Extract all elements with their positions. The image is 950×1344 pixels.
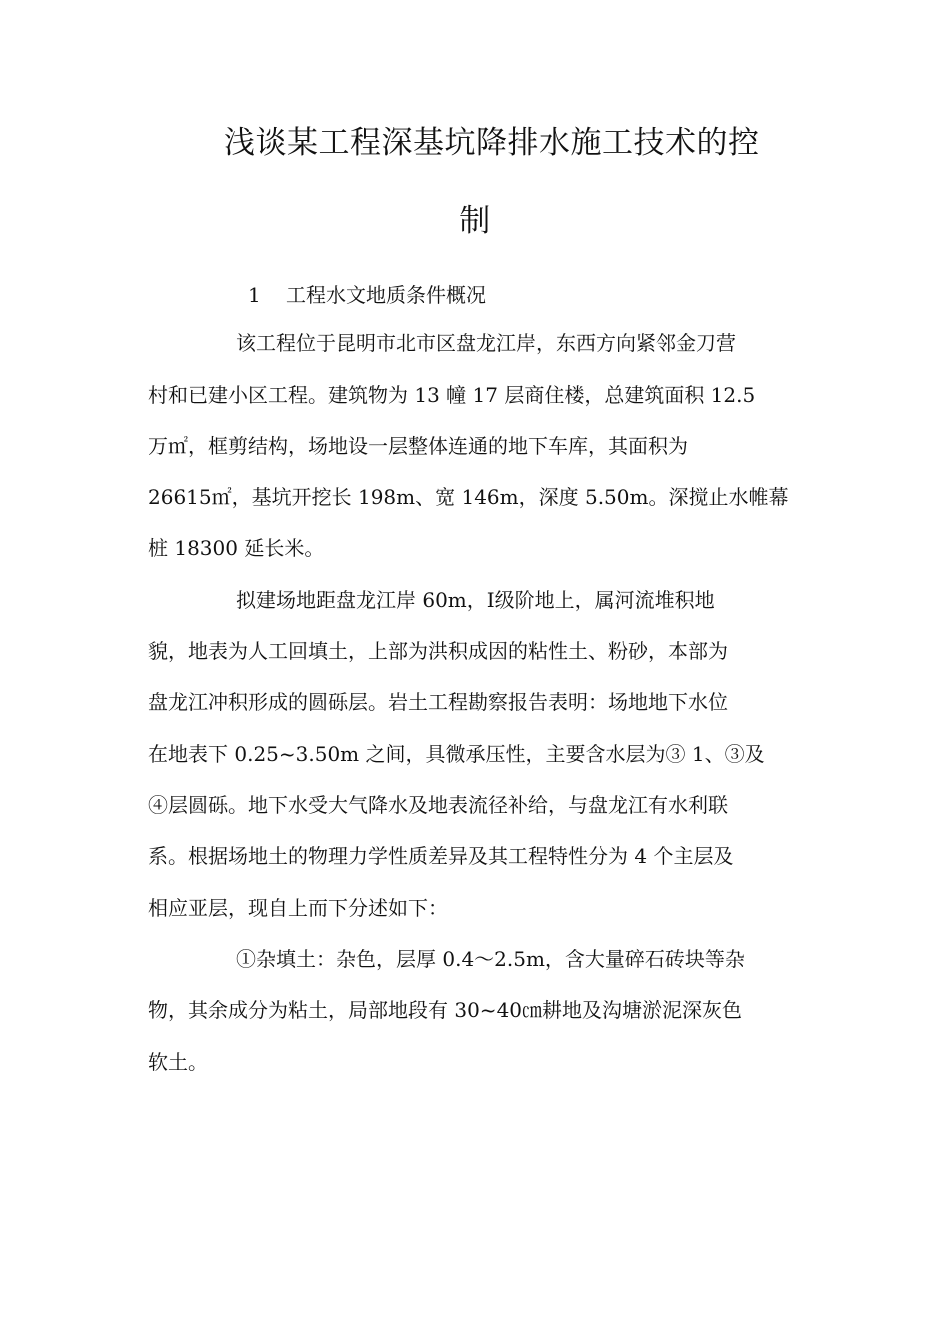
paragraph-3-line-3: 软土。 bbox=[148, 1050, 208, 1074]
paragraph-3-line-1: ①杂填土：杂色，层厚 0.4～2.5m，含大量碎石砖块等杂 bbox=[236, 947, 745, 971]
paragraph-1-line-5: 桩 18300 延长米。 bbox=[148, 536, 325, 560]
paragraph-3-line-2: 物，其余成分为粘土，局部地段有 30~40㎝耕地及沟塘淤泥深灰色 bbox=[148, 998, 743, 1022]
paragraph-2-line-2: 貌，地表为人工回填土，上部为洪积成因的粘性土、粉砂，本部为 bbox=[148, 639, 728, 663]
paragraph-2-line-6: 系。根据场地土的物理力学性质差异及其工程特性分为 4 个主层及 bbox=[148, 844, 734, 868]
section-heading bbox=[248, 282, 486, 308]
paragraph-2-line-1: 拟建场地距盘龙江岸 60m，Ⅰ级阶地上，属河流堆积地 bbox=[236, 588, 715, 612]
section-title: 工程水文地质条件概况 bbox=[286, 283, 486, 307]
section-number: 1 bbox=[248, 283, 261, 307]
paragraph-1-line-3: 万㎡，框剪结构，场地设一层整体连通的地下车库，其面积为 bbox=[148, 434, 688, 458]
paragraph-1-line-1: 该工程位于昆明市北市区盘龙江岸，东西方向紧邻金刀营 bbox=[236, 331, 736, 355]
paragraph-1-line-2: 村和已建小区工程。建筑物为 13 幢 17 层商住楼，总建筑面积 12.5 bbox=[148, 383, 756, 407]
paragraph-2-line-3: 盘龙江冲积形成的圆砾层。岩土工程勘察报告表明：场地地下水位 bbox=[148, 690, 728, 714]
paragraph-2-line-4: 在地表下 0.25~3.50m 之间，具微承压性，主要含水层为③ 1、③及 bbox=[148, 742, 765, 766]
paragraph-1-line-4: 26615㎡，基坑开挖长 198m、宽 146m，深度 5.50m。深搅止水帷幕 bbox=[148, 485, 789, 509]
document-title-line-2: 制 bbox=[459, 203, 491, 239]
document-title-line-1: 浅谈某工程深基坑降排水施工技术的控 bbox=[224, 125, 760, 161]
paragraph-2-line-7: 相应亚层，现自上而下分述如下： bbox=[148, 896, 448, 920]
paragraph-2-line-5: ④层圆砾。地下水受大气降水及地表流径补给，与盘龙江有水利联 bbox=[148, 793, 728, 817]
